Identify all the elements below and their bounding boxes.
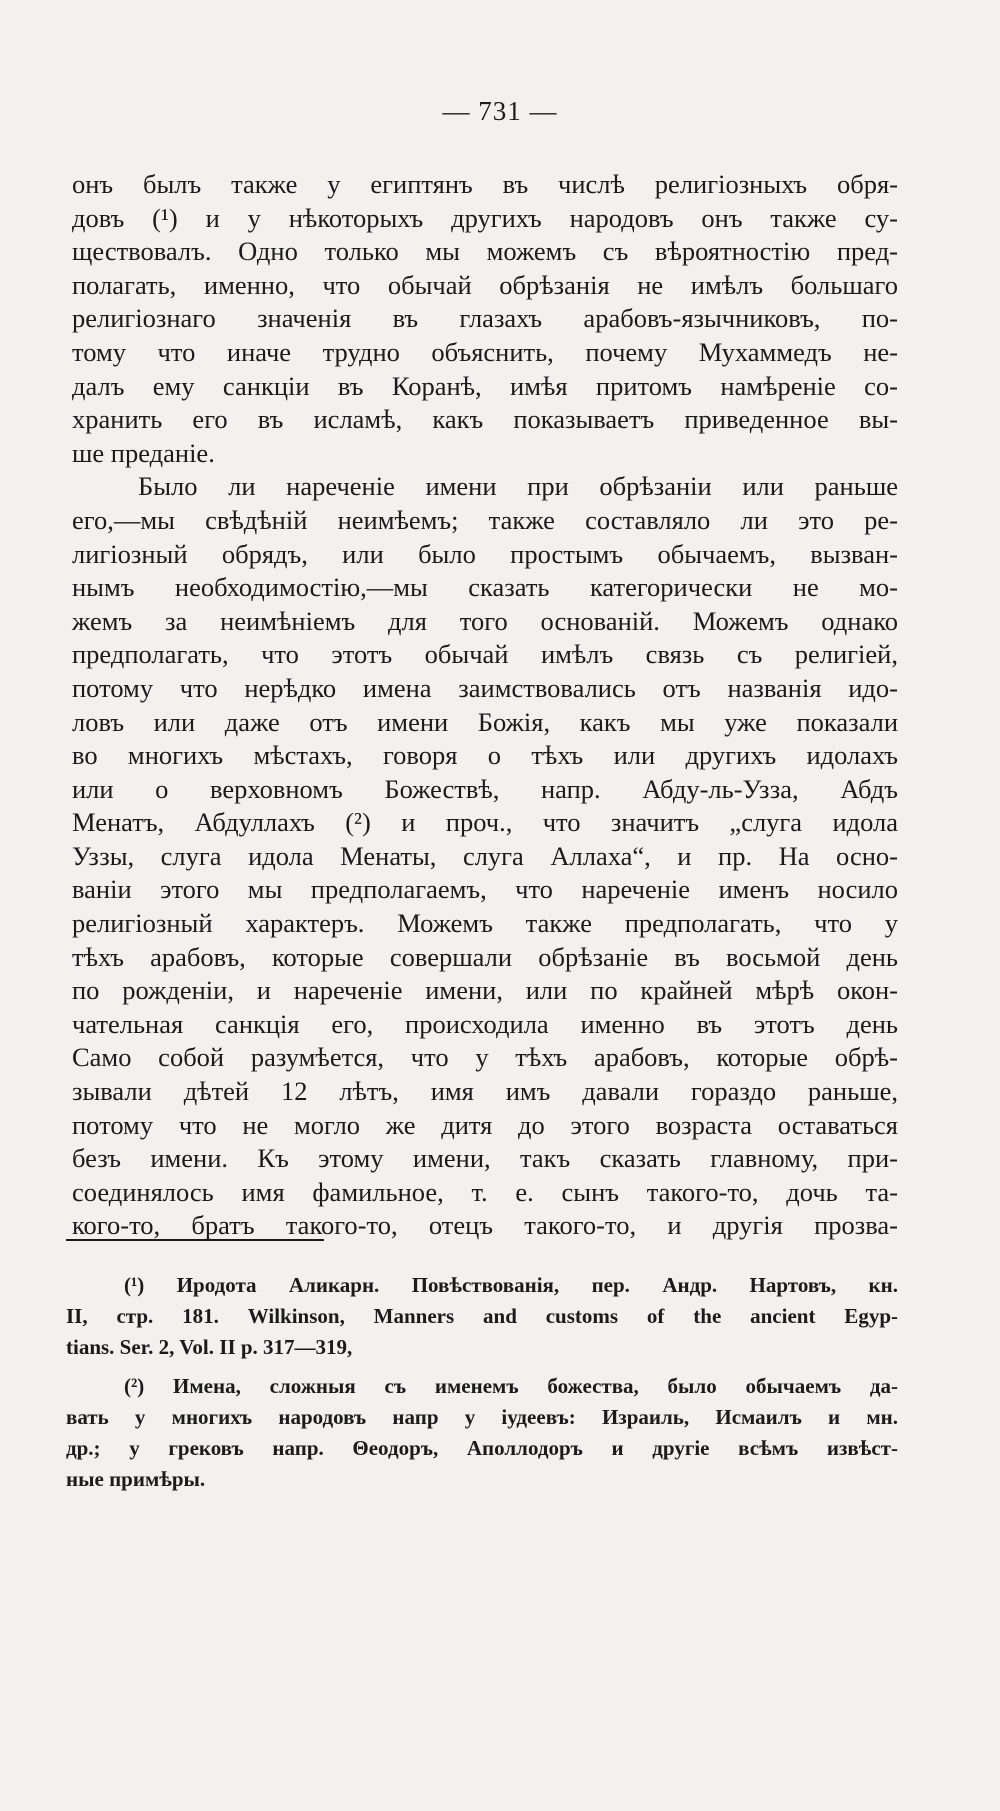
- text-line: зывали дѣтей 12 лѣтъ, имя имъ давали гораздо раньше,: [72, 1076, 898, 1107]
- text-line: соединялось имя фамильное, т. е. сынъ такого-то, дочь та-: [72, 1176, 898, 1207]
- text-line: потому что не могло же дитя до этого возраста оставаться: [72, 1109, 898, 1140]
- text-line: или о верховномъ Божествѣ, напр. Абду-ль-Узза, Абдъ: [72, 773, 898, 804]
- text-line: ществовалъ. Одно только мы можемъ съ вѣроятностію пред-: [72, 236, 898, 267]
- text-line: Было ли нареченіе имени при обрѣзаніи или раньше: [138, 471, 898, 502]
- text-line: религіозный характеръ. Можемъ также предполагать, что у: [72, 908, 898, 939]
- text-line: полагать, именно, что обычай обрѣзанія не имѣлъ большаго: [72, 269, 898, 300]
- text-line: кого-то, братъ такого-то, отецъ такого-то, и другія прозва-: [72, 1210, 898, 1241]
- body-text: [72, 168, 898, 1243]
- footnote-divider: [66, 1239, 324, 1241]
- text-line: безъ имени. Къ этому имени, такъ сказать главному, при-: [72, 1143, 898, 1174]
- text-line: Уззы, слуга идола Менаты, слуга Аллаха“, и пр. На осно-: [72, 840, 898, 871]
- text-line: тому что иначе трудно объяснить, почему Мухаммедъ не-: [72, 336, 898, 367]
- text-line: онъ былъ также у египтянъ въ числѣ религіозныхъ обря-: [72, 169, 898, 199]
- text-line: по рожденіи, и нареченіе имени, или по крайней мѣрѣ окон-: [72, 975, 898, 1006]
- footnote-line: (²) Имена, сложныя съ именемъ божества, было обычаемъ да-: [124, 1374, 898, 1398]
- text-line: довъ (¹) и у нѣкоторыхъ другихъ народовъ онъ также су-: [72, 202, 898, 233]
- footnote-line: вать у многихъ народовъ напр у іудеевъ: Израиль, Исмаилъ и мн.: [66, 1405, 898, 1429]
- footnote-line: (¹) Иродота Аликарн. Повѣствованія, пер. Андр. Нартовъ, кн.: [124, 1273, 898, 1297]
- text-line: Само собой разумѣется, что у тѣхъ арабовъ, которые обрѣ-: [72, 1042, 898, 1073]
- text-line: во многихъ мѣстахъ, говоря о тѣхъ или другихъ идолахъ: [72, 740, 898, 771]
- text-line: ше преданіе.: [72, 437, 215, 468]
- text-line: лигіозный обрядъ, или было простымъ обычаемъ, вызван-: [72, 538, 898, 569]
- footnotes: [66, 1270, 898, 1495]
- text-line: Менатъ, Абдуллахъ (²) и проч., что значитъ „слуга идола: [72, 807, 898, 838]
- text-line: ваніи этого мы предполагаемъ, что нареченіе именъ носило: [72, 874, 898, 905]
- page-number: — 731 —: [442, 96, 558, 126]
- text-line: хранить его въ исламѣ, какъ показываетъ приведенное вы-: [72, 404, 898, 435]
- footnote-line: tians. Ser. 2, Vol. II p. 317—319,: [66, 1335, 353, 1359]
- text-line: ловъ или даже отъ имени Божія, какъ мы уже показали: [72, 706, 898, 737]
- text-line: предполагать, что этотъ обычай имѣлъ связь съ религіей,: [72, 639, 898, 670]
- text-line: чательная санкція его, происходила именно въ этотъ день: [72, 1008, 898, 1039]
- footnote-line: II, стр. 181. Wilkinson, Manners and customs of the ancient Egyp-: [66, 1304, 898, 1328]
- text-line: его,—мы свѣдѣній неимѣемъ; также составляло ли это ре-: [72, 504, 898, 535]
- text-line: далъ ему санкціи въ Коранѣ, имѣя притомъ намѣреніе со-: [72, 370, 898, 401]
- footnote-line: ные примѣры.: [66, 1467, 206, 1491]
- text-line: потому что нерѣдко имена заимствовались отъ названія идо-: [72, 672, 898, 703]
- text-line: тѣхъ арабовъ, которые совершали обрѣзаніе въ восьмой день: [72, 941, 898, 972]
- text-line: религіознаго значенія въ глазахъ арабовъ-язычниковъ, по-: [72, 303, 898, 334]
- text-line: нымъ необходимостію,—мы сказать категорически не мо-: [72, 572, 898, 603]
- text-line: жемъ за неимѣніемъ для того основаній. Можемъ однако: [72, 605, 898, 636]
- footnote-line: др.; у грековъ напр. Θеодоръ, Аполлодоръ и другіе всѣмъ извѣст-: [66, 1436, 898, 1460]
